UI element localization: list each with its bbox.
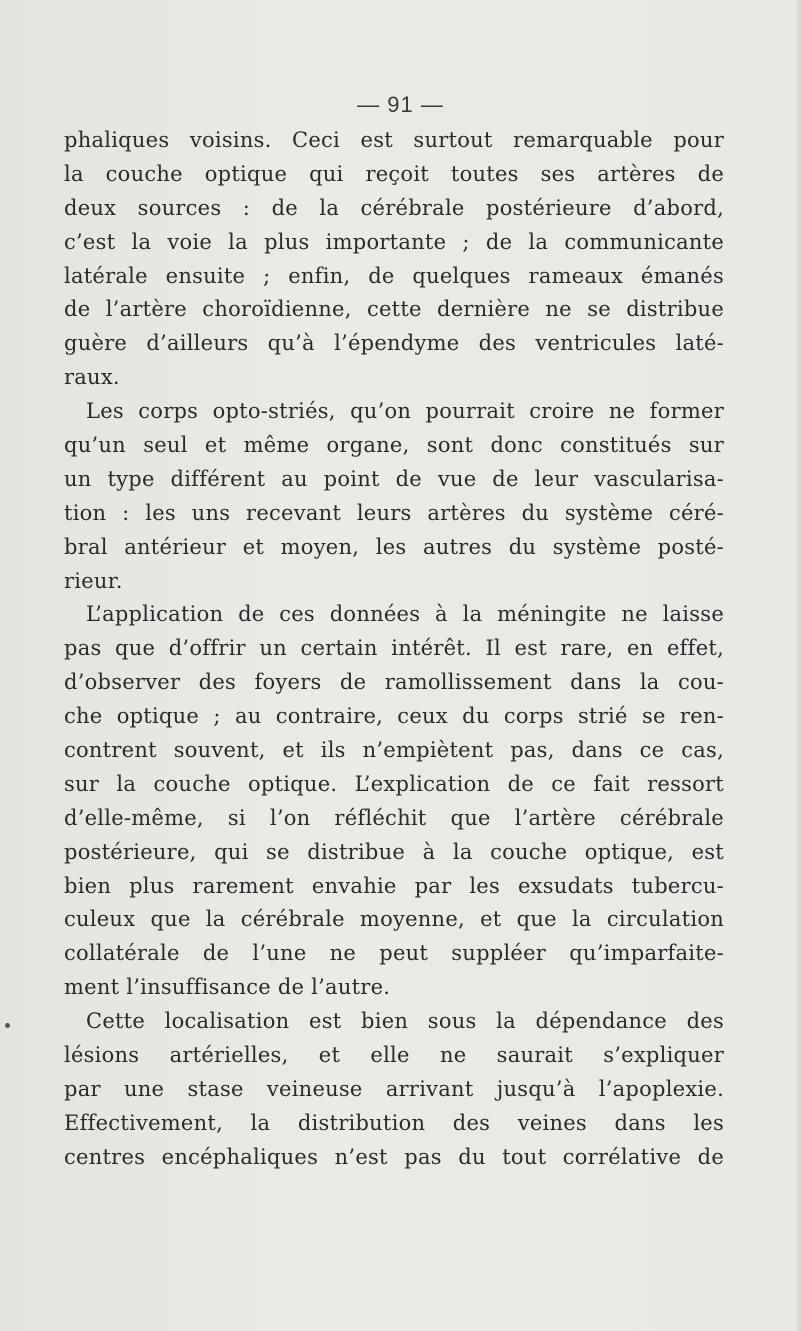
- text-line: che optique ; au contraire, ceux du corps strié se ren-: [64, 704, 724, 729]
- text-line: rieur.: [64, 568, 123, 593]
- text-line: contrent souvent, et ils n’empiètent pas, dans ce cas,: [64, 738, 724, 763]
- text-line: la couche optique qui reçoit toutes ses artères de: [64, 161, 724, 186]
- text-line: de l’artère choroïdienne, cette dernière ne se distribue: [64, 297, 724, 322]
- page-number: — 91 —: [357, 92, 444, 117]
- text-line: Effectivement, la distribution des veines dans les: [64, 1110, 724, 1135]
- text-line: ment l’insuffisance de l’autre.: [64, 975, 391, 1000]
- text-line: raux.: [64, 365, 120, 390]
- text-line: Cette localisation est bien sous la dépendance des: [86, 1009, 724, 1034]
- text-line: pas que d’offrir un certain intérêt. Il est rare, en effet,: [64, 636, 724, 661]
- text-line: guère d’ailleurs qu’à l’épendyme des ventricules laté-: [64, 331, 724, 356]
- text-line: sur la couche optique. L’explication de ce fait ressort: [64, 771, 724, 796]
- text-line: qu’un seul et même organe, sont donc constitués sur: [64, 433, 724, 458]
- text-line: deux sources : de la cérébrale postérieure d’abord,: [64, 195, 724, 220]
- text-line: par une stase veineuse arrivant jusqu’à l’apoplexie.: [64, 1076, 724, 1101]
- text-line: culeux que la cérébrale moyenne, et que la circulation: [64, 907, 724, 932]
- text-line: un type différent au point de vue de leur vascularisa-: [64, 466, 724, 491]
- text-line: d’elle-même, si l’on réfléchit que l’artère cérébrale: [64, 805, 724, 830]
- ink-speck: [5, 1023, 10, 1028]
- body-text: [64, 124, 724, 1175]
- text-line: centres encéphaliques n’est pas du tout corrélative de: [64, 1144, 724, 1169]
- text-line: bien plus rarement envahie par les exsudats tubercu-: [64, 873, 724, 898]
- text-line: postérieure, qui se distribue à la couche optique, est: [64, 839, 724, 864]
- text-line: phaliques voisins. Ceci est surtout remarquable pour: [64, 128, 724, 152]
- text-line: L’application de ces données à la méningite ne laisse: [86, 602, 724, 627]
- text-line: lésions artérielles, et elle ne saurait s’expliquer: [64, 1043, 724, 1068]
- page-edge-shadow: [795, 0, 801, 1331]
- text-line: c’est la voie la plus importante ; de la communicante: [64, 229, 724, 254]
- text-line: tion : les uns recevant leurs artères du système céré-: [64, 500, 724, 525]
- text-line: bral antérieur et moyen, les autres du système posté-: [64, 534, 724, 559]
- text-line: latérale ensuite ; enfin, de quelques rameaux émanés: [64, 263, 724, 288]
- text-line: Les corps opto-striés, qu’on pourrait croire ne former: [86, 399, 724, 424]
- text-line: d’observer des foyers de ramollissement dans la cou-: [64, 670, 724, 695]
- text-line: collatérale de l’une ne peut suppléer qu’imparfaite-: [64, 941, 724, 966]
